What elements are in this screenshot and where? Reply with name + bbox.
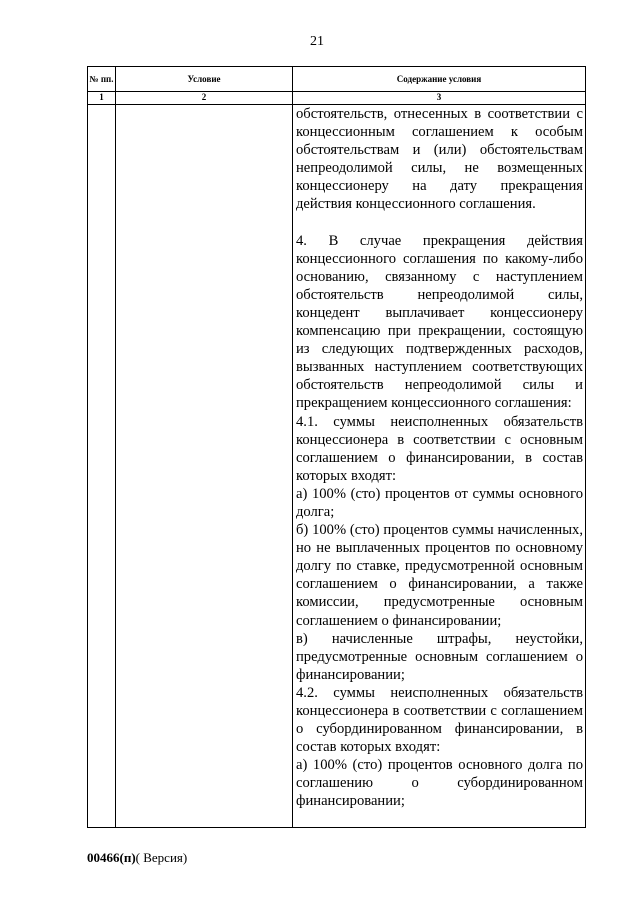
row-num-cell <box>88 105 116 828</box>
header-content: Содержание условия <box>293 67 586 92</box>
column-index-row <box>88 92 586 105</box>
row-content-cell <box>293 105 586 828</box>
content-paragraph: а) 100% (сто) процентов основного долга по соглашению о субординированном финансировании; <box>296 757 583 810</box>
content-paragraph: обстоятельств, отнесенных в соответствии с концессионным соглашением к особым обстоятельствам и (или) обстоятельствам непреодолимой силы, не возмещенных концессионеру на дату прекращения действия концессионного соглашения. <box>296 106 583 213</box>
column-index-1: 1 <box>88 92 116 105</box>
header-num: № пп. <box>88 67 116 92</box>
content-paragraph: 4.1. суммы неисполненных обязательств концессионера в соответствии с основным соглашением о финансировании, в состав которых входят: <box>296 413 583 484</box>
table-row <box>88 105 586 828</box>
page-number: 21 <box>310 34 324 49</box>
content-paragraph: 4.2. суммы неисполненных обязательств концессионера в соответствии с соглашением о субординированном финансировании, в состав которых входят: <box>296 684 583 756</box>
content-paragraph: 4. В случае прекращения действия концессионного соглашения по какому-либо основанию, связанному с наступлением обстоятельств непреодолимой силы, концедент выплачивает концессионеру компенсацию при прекращении, состоящую из следующих подтвержденных расходов, вызванных наступлением соответствующих обстоятельств непреодолимой силы и прекращением концессионного соглашения: <box>296 232 583 412</box>
row-condition-cell <box>116 105 293 828</box>
document-footer <box>87 850 187 866</box>
column-index-2: 2 <box>116 92 293 105</box>
content-paragraph: в) начисленные штрафы, неустойки, предусмотренные основным соглашением о финансировании; <box>296 630 583 683</box>
content-paragraph: б) 100% (сто) процентов суммы начисленных, но не выплаченных процентов по основному долгу по ставке, предусмотренной основным соглашением о финансировании, а также комиссии, предусмотренные основным соглашением о финансировании; <box>296 522 583 629</box>
table-header-row <box>88 67 586 92</box>
conditions-table <box>87 66 586 828</box>
document-version: ( Версия) <box>135 850 188 865</box>
header-condition: Условие <box>116 67 293 92</box>
column-index-3: 3 <box>293 92 586 105</box>
document-code: 00466(п) <box>87 850 136 865</box>
content-paragraph: а) 100% (сто) процентов от суммы основного долга; <box>296 485 583 520</box>
